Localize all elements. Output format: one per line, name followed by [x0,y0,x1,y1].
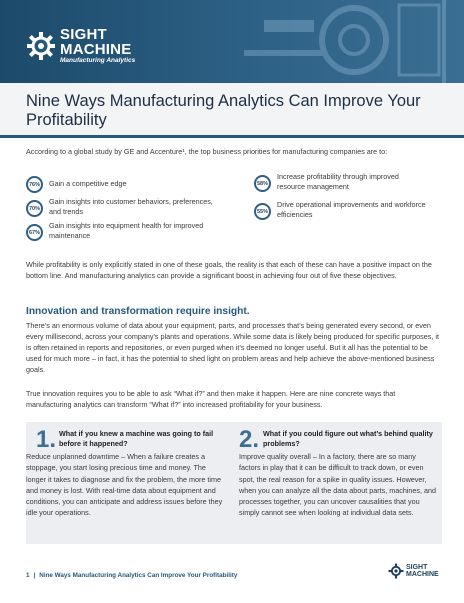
stat-text: Gain insights into customer behaviors, preferences, and trends [49,197,213,216]
stat-item [26,197,236,217]
page-footer [26,572,237,579]
body-paragraph: There’s an enormous volume of data about your equipment, parts, and processes that’s being generated every second, or even every millisecond, across your company’s plants and operations. While some data is likely being produced for specific purposes, it is often retained in reports and repositories, or even purged when it’s deemed no longer useful. But it all has the potential to be used for much more – in fact, it has the potential to shed light on problem areas and help achieve the above-mentioned business goals. [26,321,439,374]
ways-cards-panel [26,422,442,544]
stat-text: Gain insights into equipment health for improved maintenance [49,221,204,240]
gear-eye-logo-icon [26,31,56,61]
percent-badge: 70% [26,200,43,217]
way-card [26,422,231,544]
page-title: Nine Ways Manufacturing Analytics Can Improve Your Profitability [26,92,421,129]
way-number: 2. [239,426,260,453]
section-heading: Innovation and transformation require insight. [26,306,250,317]
way-question: What if you could figure out what’s behind quality problems? [263,429,433,448]
logo-tagline: Manufacturing Analytics [60,57,136,64]
hero-banner [0,0,464,83]
stat-item [254,200,444,220]
stat-item [26,221,236,241]
stat-text: Increase profitability through improved resource management [277,172,399,191]
way-number: 1. [36,426,57,453]
percent-badge: 58% [254,175,271,192]
factory-machinery-image [204,0,464,83]
logo-text-machine: MACHINE [60,41,132,58]
stat-item [254,172,444,192]
stat-text: Drive operational improvements and workforce efficiencies [277,200,426,219]
logo-text-sight: SIGHT [60,26,107,43]
page-number: 1 [26,572,30,579]
footer-logo [388,563,439,579]
stat-text: Gain a competitive edge [49,179,127,188]
percent-badge: 67% [26,224,43,241]
footer-title: Nine Ways Manufacturing Analytics Can Improve Your Profitability [39,572,238,579]
percent-badge: 55% [254,203,271,220]
title-band [0,83,464,138]
stat-item [26,176,226,193]
gear-eye-logo-icon [388,563,404,579]
intro-paragraph: According to a global study by GE and Accenture¹, the top business priorities for manufacturing companies are to: [26,147,388,156]
body-paragraph: True innovation requires you to be able to ask “What if?” and then make it happen. Here are nine concrete ways that manufacturing analytics can transform “What if?” into increased profitability for your business. [26,389,396,409]
way-body: Improve quality overall – In a factory, there are so many factors in play that it can be difficult to track down, or even spot, the real reason for a spike in quality issues. However, when you can analyze all the data about parts, machines, and processes together, you can uncover causalities that you simply cannot see when looking at individual data sets. [239,452,436,518]
footer-separator: | [33,572,36,579]
footer-logo-text-sight: SIGHT [406,563,428,571]
body-paragraph: While profitability is only explicitly stated in one of these goals, the reality is that each of these can have a positive impact on the bottom line. And manufacturing analytics can provide a significant boost in achieving four out of five these objectives. [26,260,432,280]
way-question: What if you knew a machine was going to fail before it happened? [59,429,214,448]
footer-logo-text-machine: MACHINE [406,571,439,578]
way-body: Reduce unplanned downtime – When a failure creates a stoppage, you start losing precious time and money. The longer it takes to diagnose and fix the problem, the more time and money is lost. With real-time data about equipment and conditions, you can anticipate and address issues before they idle your operations. [26,452,223,518]
percent-badge: 76% [26,176,43,193]
sight-machine-logo [26,27,135,65]
way-card [239,422,442,544]
